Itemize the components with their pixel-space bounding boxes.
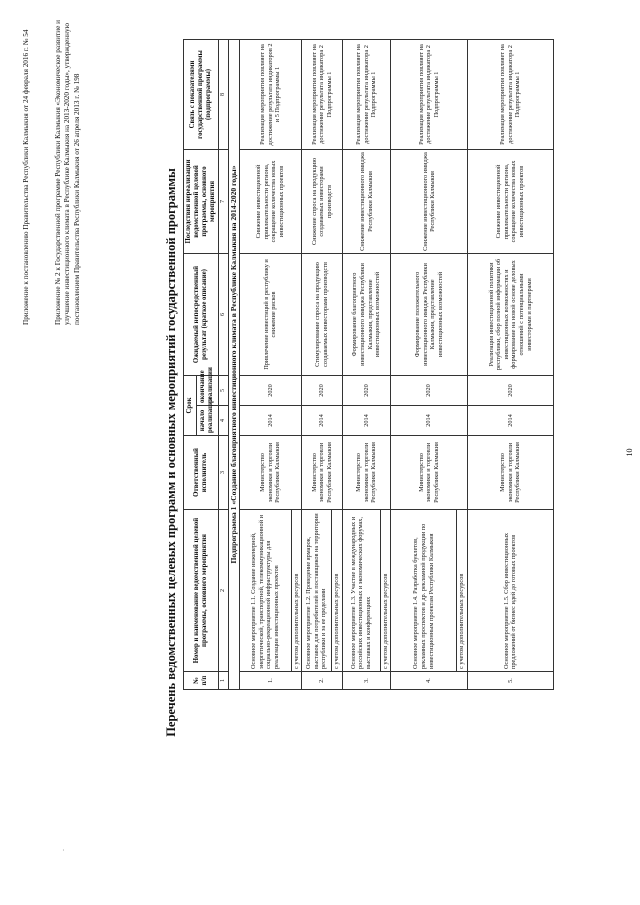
subprogram-title: Подпрограмма 1 «Создание благоприятного инвестиционного климата в Республике Калмыкия на 2014-2020 годы» xyxy=(229,39,240,689)
table-row xyxy=(391,39,457,689)
column-number: 7 xyxy=(219,149,229,253)
row-resp: Министерство экономики и торговли Республики Калмыкия xyxy=(239,436,302,510)
col-num-header: № п/п xyxy=(184,672,219,690)
row-resp: Министерство экономики и торговли Республики Калмыкия xyxy=(302,436,343,510)
column-number: 2 xyxy=(219,510,229,672)
row-note: с учетом дополнительных ресурсов xyxy=(457,510,468,672)
decree-header: Приложение к постановлению Правительства Республики Калмыкия от 24 февраля 2016 г. № 54 xyxy=(22,29,30,325)
column-number: 1 xyxy=(219,672,229,690)
column-number: 8 xyxy=(219,39,229,149)
row-result: Стимулирование спроса на продукцию создаваемых инвесторами производств xyxy=(302,253,343,375)
row-name: Основное мероприятие 1.2. Проведение ярмарок, выставок для потребителей и поставщиков на территории республики и за ее пределами xyxy=(302,510,332,672)
column-number: 3 xyxy=(219,436,229,510)
row-end: 2020 xyxy=(467,375,553,405)
page-title: Перечень ведомственных целевых программ и основных мероприятий государственной программы xyxy=(164,168,178,737)
row-num: 5. xyxy=(467,672,553,690)
row-resp: Министерство экономики и торговли Республики Калмыкия xyxy=(342,436,391,510)
appendix-header: Приложение № 2 к Государственной программе Республики Калмыкия «Экономическое развитие и улучшение инвестиционного климата в Республике Калмыкия на 2013-2020 годы», утвержденную постановлением Правительства Республики Калмыкия от 26 апреля 2013 г. № 198 xyxy=(54,20,81,325)
programs-table xyxy=(183,39,554,690)
col-start-header: начало реализации xyxy=(196,406,218,436)
table-row xyxy=(342,39,380,689)
column-number: 4 xyxy=(219,406,229,436)
row-name: Основное мероприятие 1.5. Сбор инвестиционных предложений от бизнес идей до готовых проектов xyxy=(467,510,553,672)
row-end: 2020 xyxy=(302,375,343,405)
row-result: Формирование положительного инвестиционного имиджа Республики Калмыкия, представление инвестиционных возможностей xyxy=(391,253,468,375)
row-note: с учетом дополнительных ресурсов xyxy=(332,510,343,672)
col-consequences-header: Последствия нереализации ведомственной целевой программы, основного мероприятия xyxy=(184,149,219,253)
table-row xyxy=(239,39,291,689)
col-link-header: Связь с показателями государственной программы (подпрограммы) xyxy=(184,39,219,149)
col-term-header: Срок xyxy=(184,375,197,435)
row-end: 2020 xyxy=(239,375,302,405)
row-start: 2014 xyxy=(239,406,302,436)
col-name-header: Номер и наименование ведомственной целевой программы, основного мероприятия xyxy=(184,510,219,672)
row-link: Реализация мероприятия повлияет на достижение результата индикаторов 2 и 5 Подпрограммы 1 xyxy=(239,39,302,149)
row-start: 2014 xyxy=(467,406,553,436)
row-note: с учетом дополнительных ресурсов xyxy=(380,510,391,672)
row-consequences: Снижение инвестиционной привлекательности региона, сокращение количества новых инвестиционных проектов xyxy=(239,149,302,253)
row-link: Реализация мероприятия повлияет на достижение результата индикатора 2 Подпрограммы 1 xyxy=(302,39,343,149)
col-result-header: Ожидаемый непосредственный результат (краткое описание) xyxy=(184,253,219,375)
row-num: 1. xyxy=(239,672,302,690)
row-result: Привлечение инвестиций в республику и снижение рисков xyxy=(239,253,302,375)
row-consequences: Снижение инвестиционного имиджа Республики Калмыкия xyxy=(391,149,468,253)
table-row xyxy=(302,39,332,689)
row-resp: Министерство экономики и торговли Республики Калмыкия xyxy=(391,436,468,510)
scan-mark: ˙ xyxy=(63,849,69,851)
col-end-header: окончание реализации xyxy=(196,375,218,405)
header-row xyxy=(184,39,197,689)
row-link: Реализация мероприятия повлияет на достижение результата индикатора 2 Подпрограммы 1 xyxy=(391,39,468,149)
subprogram-row xyxy=(229,39,240,689)
column-number: 6 xyxy=(219,253,229,375)
row-start: 2014 xyxy=(342,406,391,436)
column-number-row xyxy=(219,39,229,689)
row-num: 2. xyxy=(302,672,343,690)
row-consequences: Снижение спроса на продукцию создаваемых инвесторами производств xyxy=(302,149,343,253)
row-consequences: Снижение инвестиционного имиджа Республики Калмыкия xyxy=(342,149,391,253)
page-number: 10 xyxy=(625,448,634,457)
row-name: Основное мероприятие 1.3. Участие в международных и российских инвестиционных и экономических форумах, выставках и конференциях xyxy=(342,510,380,672)
table-row xyxy=(467,39,553,689)
row-link: Реализация мероприятия повлияет на достижение результата индикатора 2 Подпрограммы 1 xyxy=(342,39,391,149)
row-result: Формирование благоприятного инвестиционного имиджа Республики Калмыкия, представление инвестиционных возможностей xyxy=(342,253,391,375)
row-link: Реализация мероприятия повлияет на достижение результата индикатора 2 Подпрограммы 1 xyxy=(467,39,553,149)
row-result: Реализация инвестиционной политики республики, сбор полной информации об инвестиционных возможностях и формирование на новой основе деловых отношений с потенциальными инвесторами и партнерами xyxy=(467,253,553,375)
row-end: 2020 xyxy=(342,375,391,405)
row-consequences: Снижение инвестиционной привлекательности региона, сокращение количества новых инвестиционных проектов xyxy=(467,149,553,253)
row-resp: Министерство экономики и торговли Республики Калмыкия xyxy=(467,436,553,510)
col-resp-header: Ответственный исполнитель xyxy=(184,436,219,510)
row-start: 2014 xyxy=(302,406,343,436)
row-num: 4. xyxy=(391,672,468,690)
row-name: Основное мероприятие 1.1. Создание инженерной, энергетической, транспортной, телекоммуникационной и социально-рекреационной инфраструктуры для реализации инвестиционных проектов xyxy=(239,510,291,672)
row-note: с учетом дополнительных ресурсов xyxy=(291,510,302,672)
row-start: 2014 xyxy=(391,406,468,436)
column-number: 5 xyxy=(219,375,229,405)
row-name: Основное мероприятие 1.4. Разработка буклетов, рекламных проспектов и др. рекламной продукции по инвестиционным проектам Республики Калмыкия xyxy=(391,510,457,672)
row-end: 2020 xyxy=(391,375,468,405)
row-num: 3. xyxy=(342,672,391,690)
